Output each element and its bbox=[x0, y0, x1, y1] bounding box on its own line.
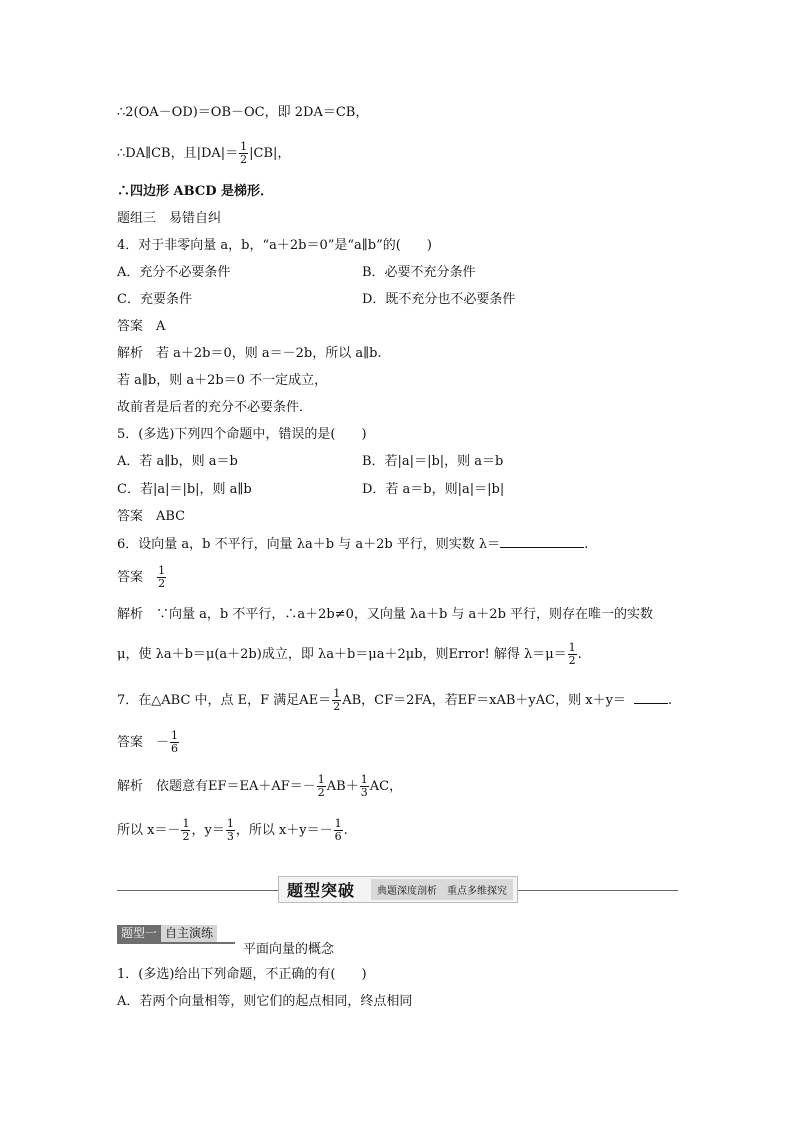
section-banner bbox=[278, 876, 518, 903]
q4-analysis-3: 故前者是后者的充分不必要条件． bbox=[117, 400, 313, 415]
q5-option-a: A．若 a∥b，则 a＝b bbox=[117, 454, 238, 469]
q4-option-a: A．充分不必要条件 bbox=[117, 265, 231, 280]
question-4: 4．对于非零向量 a，b，“a＋2b＝0”是“a∥b”的( ) bbox=[117, 238, 432, 253]
q7-analysis-1-c: AC， bbox=[369, 779, 403, 794]
fraction-numerator: 1 bbox=[333, 687, 341, 700]
q4-analysis-2: 若 a∥b，则 a＋2b＝0 不一定成立， bbox=[117, 373, 328, 388]
q7-answer bbox=[117, 730, 180, 755]
fraction-numerator: 1 bbox=[182, 817, 190, 830]
q7-analysis-1-a: 解析 依题意有EF＝EA＋AF＝－ bbox=[117, 779, 316, 794]
fraction-half bbox=[157, 565, 166, 590]
question-1: 1．(多选)给出下列命题，不正确的有( ) bbox=[117, 967, 367, 982]
q7-analysis-2: 所以 x＝－ $\frac{1}{2}$ ，y＝ $\frac{1}{3}$ ，所以 x＋y＝－ $\frac{1}{6}$ . bbox=[117, 817, 348, 843]
q1-option-a: A．若两个向量相等，则它们的起点相同，终点相同 bbox=[117, 994, 413, 1009]
fraction-numerator: 1 bbox=[158, 564, 166, 577]
question-6-text: 6．设向量 a，b 不平行，向量 λa＋b 与 a＋2b 平行，则实数 λ＝ bbox=[117, 537, 501, 552]
q7-analysis-1 bbox=[117, 774, 402, 799]
text-line-2 bbox=[117, 141, 290, 166]
question-7-text-b: AB，CF＝2FA，若EF＝xAB＋yAC，则 x＋y＝ bbox=[342, 693, 626, 708]
fraction-half bbox=[181, 818, 190, 843]
fraction-numerator: 1 bbox=[171, 729, 179, 742]
text-line-2-b: |CB|， bbox=[249, 146, 291, 161]
question-6: 6．设向量 a，b 不平行，向量 λa＋b 与 a＋2b 平行，则实数 λ＝ . bbox=[117, 537, 589, 552]
fraction-numerator: 1 bbox=[240, 140, 248, 153]
fraction-denominator: 2 bbox=[317, 786, 325, 799]
divider-left bbox=[117, 890, 278, 891]
fraction-numerator: 1 bbox=[568, 641, 576, 654]
q4-option-b: B．必要不充分条件 bbox=[362, 265, 476, 280]
q4-option-d: D．既不充分也不必要条件 bbox=[362, 292, 516, 307]
fraction-denominator: 2 bbox=[568, 654, 576, 667]
fraction-numerator: 1 bbox=[226, 817, 234, 830]
q7-answer-label: 答案 － bbox=[117, 735, 170, 750]
divider-right bbox=[518, 890, 678, 891]
fraction-half bbox=[568, 642, 577, 667]
q4-answer: 答案 A bbox=[117, 319, 166, 334]
fraction-denominator: 2 bbox=[158, 577, 166, 590]
fraction-half bbox=[317, 774, 326, 799]
q5-option-d: D．若 a＝b，则|a|＝|b| bbox=[362, 482, 505, 497]
fraction-denominator: 2 bbox=[240, 153, 248, 166]
fraction-half bbox=[332, 688, 341, 713]
q6-analysis-2-text: μ，使 λa＋b＝μ(a＋2b)成立，即 λa＋b＝μa＋2μb，则Error! 解得 λ＝μ＝ bbox=[117, 647, 567, 662]
section-title: 题型突破 bbox=[287, 881, 356, 900]
q5-option-b: B．若|a|＝|b|，则 a＝b bbox=[362, 454, 504, 469]
fraction-denominator: 6 bbox=[334, 830, 342, 843]
q6-analysis-2: μ，使 λa＋b＝μ(a＋2b)成立，即 λa＋b＝μa＋2μb，则Error! 解得 λ＝μ＝ $\frac{1}{2}$ . bbox=[117, 641, 582, 667]
text-line-1: ∴2(OA－OD)＝OB－OC，即 2DA＝CB， bbox=[117, 105, 369, 120]
answer-blank bbox=[500, 535, 584, 548]
topic-tag-underline bbox=[117, 942, 235, 944]
fraction-numerator: 1 bbox=[360, 773, 368, 786]
fraction-third bbox=[226, 818, 235, 843]
q4-analysis-1: 解析 若 a＋2b＝0，则 a＝－2b，所以 a∥b. bbox=[117, 346, 382, 361]
q6-analysis-1: 解析 ∵向量 a，b 不平行，∴a＋2b≠0，又向量 λa＋b 与 a＋2b 平行，则存在唯一的实数 bbox=[117, 607, 654, 622]
section-heading-group3: 题组三 易错自纠 bbox=[117, 211, 222, 226]
question-7: 7．在△ABC 中，点 E，F 满足AE＝ $\frac{1}{2}$ AB，CF＝2FA，若EF＝xAB＋yAC，则 x＋y＝ . bbox=[117, 687, 673, 713]
section-subtitle: 典题深度剖析 重点多维探究 bbox=[371, 879, 513, 900]
fraction-sixth bbox=[334, 818, 343, 843]
topic-tag bbox=[117, 925, 217, 942]
topic-subheading: 平面向量的概念 bbox=[243, 942, 335, 957]
text-line-3: ∴四边形 ABCD 是梯形． bbox=[117, 184, 273, 199]
fraction-denominator: 2 bbox=[333, 700, 341, 713]
answer-blank bbox=[634, 691, 668, 704]
q5-option-c: C．若|a|＝|b|，则 a∥b bbox=[117, 482, 252, 497]
q7-analysis-2-a: 所以 x＝－ bbox=[117, 823, 181, 838]
fraction-denominator: 3 bbox=[360, 786, 368, 799]
q7-analysis-2-c: ，所以 x＋y＝－ bbox=[235, 823, 333, 838]
question-5: 5．(多选)下列四个命题中，错误的是( ) bbox=[117, 427, 367, 442]
topic-tag-right: 自主演练 bbox=[161, 925, 217, 942]
topic-tag-left: 题型一 bbox=[117, 925, 161, 942]
question-7-text-a: 7．在△ABC 中，点 E，F 满足AE＝ bbox=[117, 693, 332, 708]
q5-answer: 答案 ABC bbox=[117, 509, 186, 524]
q7-analysis-1-b: AB＋ bbox=[326, 779, 359, 794]
q6-answer bbox=[117, 565, 167, 590]
text-line-2-a: ∴DA∥CB，且|DA|＝ bbox=[117, 146, 239, 161]
fraction-denominator: 2 bbox=[182, 830, 190, 843]
fraction-half bbox=[239, 141, 248, 166]
fraction-numerator: 1 bbox=[317, 773, 325, 786]
fraction-sixth bbox=[170, 730, 179, 755]
fraction-denominator: 3 bbox=[226, 830, 234, 843]
fraction-third bbox=[360, 774, 369, 799]
q6-answer-label: 答案 bbox=[117, 570, 144, 585]
fraction-numerator: 1 bbox=[334, 817, 342, 830]
fraction-denominator: 6 bbox=[171, 742, 179, 755]
q4-option-c: C．充要条件 bbox=[117, 292, 192, 307]
q7-analysis-2-b: ，y＝ bbox=[191, 823, 225, 838]
